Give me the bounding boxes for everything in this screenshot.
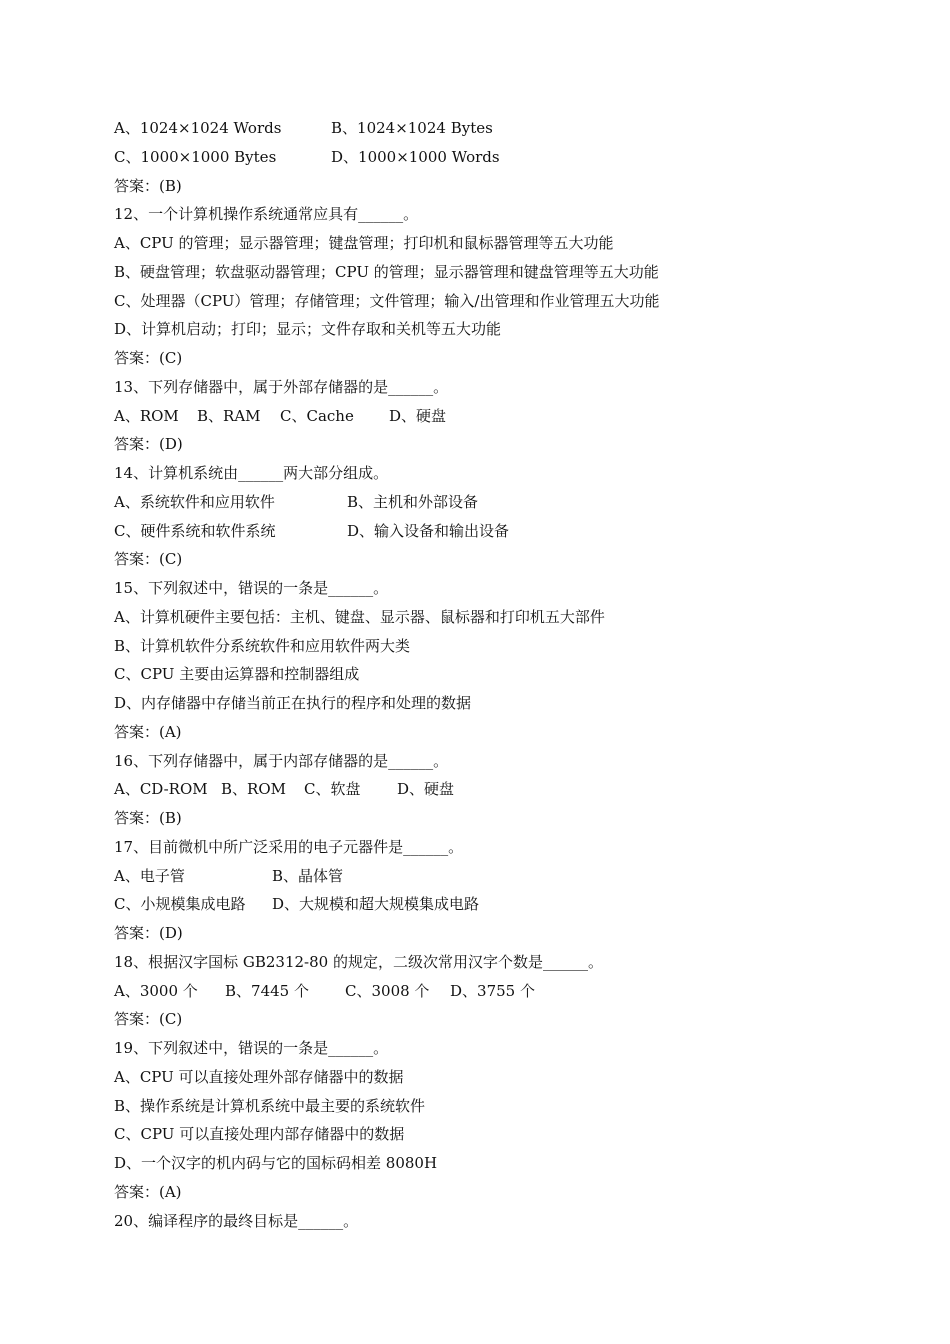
text-line-segment: B、晶体管 — [272, 867, 344, 885]
text-line: 答案：(D) — [114, 435, 183, 453]
text-line: 15、下列叙述中，错误的一条是______。 — [114, 579, 389, 597]
text-line: C、小规模集成电路 — [114, 895, 246, 913]
text-line: 14、计算机系统由______两大部分组成。 — [114, 464, 389, 482]
text-line-segment: D、1000×1000 Words — [331, 148, 500, 166]
text-line: C、CPU 可以直接处理内部存储器中的数据 — [114, 1125, 405, 1143]
text-line-segment: D、大规模和超大规模集成电路 — [272, 895, 480, 913]
text-line-segment: D、3755 个 — [450, 982, 535, 1000]
text-line: 答案：(C) — [114, 1010, 183, 1028]
text-line: C、处理器（CPU）管理；存储管理；文件管理；输入/出管理和作业管理五大功能 — [114, 292, 660, 310]
text-line: A、CPU 的管理；显示器管理；键盘管理；打印机和鼠标器管理等五大功能 — [114, 234, 614, 252]
text-line: B、计算机软件分系统软件和应用软件两大类 — [114, 637, 411, 655]
text-line: A、CD-ROM — [114, 780, 208, 798]
text-line: 答案：(A) — [114, 1183, 182, 1201]
text-line-segment: D、硬盘 — [389, 407, 447, 425]
text-line: 答案：(C) — [114, 349, 183, 367]
text-line-segment: D、硬盘 — [397, 780, 455, 798]
text-line-segment: B、ROM — [221, 780, 286, 798]
text-line: A、计算机硬件主要包括：主机、键盘、显示器、鼠标器和打印机五大部件 — [114, 608, 605, 626]
text-line: 19、下列叙述中，错误的一条是______。 — [114, 1039, 389, 1057]
text-line: A、3000 个 — [114, 982, 198, 1000]
text-line: B、硬盘管理；软盘驱动器管理；CPU 的管理；显示器管理和键盘管理等五大功能 — [114, 263, 659, 281]
text-line: A、CPU 可以直接处理外部存储器中的数据 — [114, 1068, 404, 1086]
text-line: 12、一个计算机操作系统通常应具有______。 — [114, 205, 419, 223]
text-line: 17、目前微机中所广泛采用的电子元器件是______。 — [114, 838, 464, 856]
text-line: C、1000×1000 Bytes — [114, 148, 277, 166]
text-line: A、ROM — [114, 407, 179, 425]
text-line: D、一个汉字的机内码与它的国标码相差 8080H — [114, 1154, 438, 1172]
text-line-segment: B、主机和外部设备 — [347, 493, 479, 511]
text-line: A、系统软件和应用软件 — [114, 493, 275, 511]
text-line-segment: C、Cache — [280, 407, 354, 425]
text-line: 答案：(C) — [114, 550, 183, 568]
text-line: C、CPU 主要由运算器和控制器组成 — [114, 665, 360, 683]
text-line-segment: C、3008 个 — [345, 982, 430, 1000]
text-line: C、硬件系统和软件系统 — [114, 522, 276, 540]
text-line: 答案：(D) — [114, 924, 183, 942]
text-line: D、内存储器中存储当前正在执行的程序和处理的数据 — [114, 694, 472, 712]
text-line: 18、根据汉字国标 GB2312-80 的规定，二级次常用汉字个数是______。 — [114, 953, 603, 971]
text-line-segment: B、RAM — [197, 407, 261, 425]
text-line-segment: D、输入设备和输出设备 — [347, 522, 510, 540]
text-line: A、1024×1024 Words — [114, 119, 282, 137]
text-line: 13、下列存储器中，属于外部存储器的是______。 — [114, 378, 449, 396]
text-line: A、电子管 — [114, 867, 185, 885]
text-line-segment: C、软盘 — [304, 780, 361, 798]
text-line: 答案：(B) — [114, 177, 182, 195]
text-line-segment: B、1024×1024 Bytes — [331, 119, 493, 137]
text-line: 答案：(B) — [114, 809, 182, 827]
text-line-segment: B、7445 个 — [225, 982, 309, 1000]
text-line: 16、下列存储器中，属于内部存储器的是______。 — [114, 752, 449, 770]
text-line: D、计算机启动；打印；显示；文件存取和关机等五大功能 — [114, 320, 502, 338]
text-line: 20、编译程序的最终目标是______。 — [114, 1212, 359, 1230]
text-line: B、操作系统是计算机系统中最主要的系统软件 — [114, 1097, 426, 1115]
text-line: 答案：(A) — [114, 723, 182, 741]
